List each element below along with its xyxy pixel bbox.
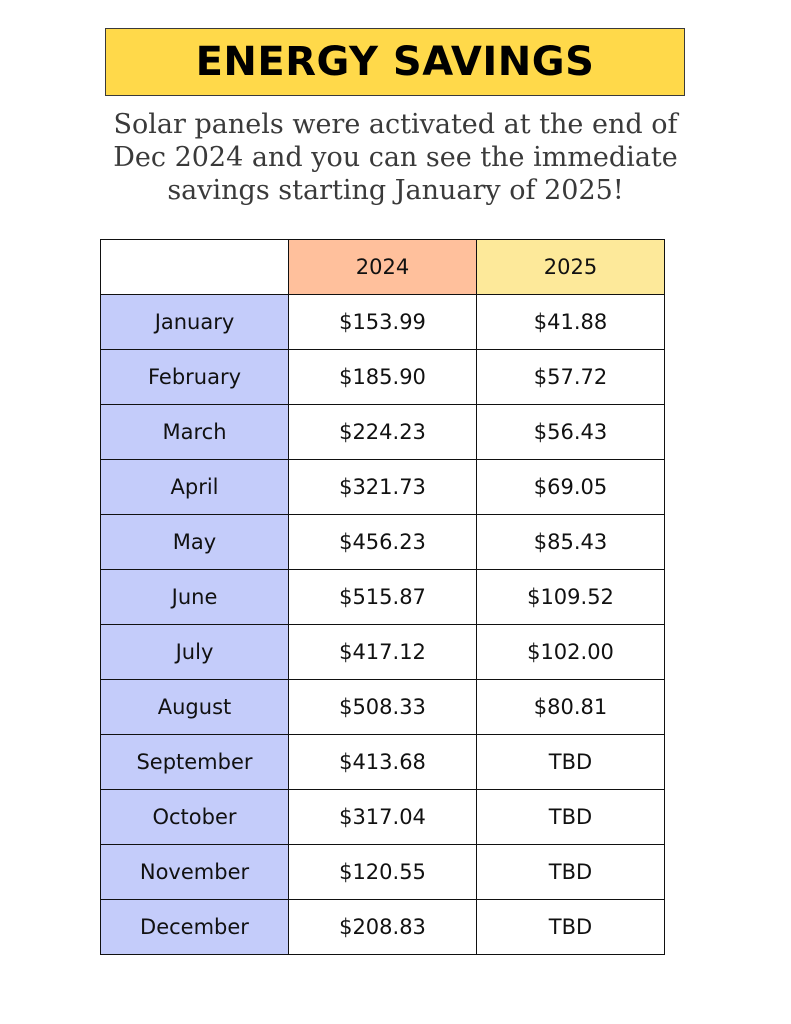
table-row (101, 680, 665, 735)
value-2025-cell: $102.00 (477, 625, 665, 680)
value-2025-cell: $41.88 (477, 295, 665, 350)
value-2024-cell: $224.23 (289, 405, 477, 460)
header-2025: 2025 (477, 240, 665, 295)
month-cell: March (101, 405, 289, 460)
subtitle-line: savings starting January of 2025! (167, 175, 624, 206)
value-2024-cell: $508.33 (289, 680, 477, 735)
table-row (101, 295, 665, 350)
month-cell: May (101, 515, 289, 570)
header-corner-cell (101, 240, 289, 295)
header-2024: 2024 (289, 240, 477, 295)
value-2024-cell: $417.12 (289, 625, 477, 680)
month-cell: August (101, 680, 289, 735)
value-2025-cell: TBD (477, 900, 665, 955)
value-2025-cell: $85.43 (477, 515, 665, 570)
value-2025-cell: TBD (477, 735, 665, 790)
table-row (101, 625, 665, 680)
month-cell: July (101, 625, 289, 680)
value-2024-cell: $413.68 (289, 735, 477, 790)
table-row (101, 350, 665, 405)
month-cell: November (101, 845, 289, 900)
value-2024-cell: $317.04 (289, 790, 477, 845)
table-header-row (101, 240, 665, 295)
table-row (101, 735, 665, 790)
value-2025-cell: TBD (477, 845, 665, 900)
title-banner (105, 28, 685, 96)
value-2025-cell: $109.52 (477, 570, 665, 625)
value-2025-cell: TBD (477, 790, 665, 845)
value-2024-cell: $321.73 (289, 460, 477, 515)
subtitle (40, 108, 751, 207)
value-2024-cell: $185.90 (289, 350, 477, 405)
table-row (101, 845, 665, 900)
table-row (101, 790, 665, 845)
month-cell: September (101, 735, 289, 790)
month-cell: January (101, 295, 289, 350)
table-body (101, 295, 665, 955)
table-row (101, 405, 665, 460)
value-2025-cell: $80.81 (477, 680, 665, 735)
subtitle-line: Solar panels were activated at the end of (113, 109, 678, 140)
page-title: ENERGY SAVINGS (195, 39, 595, 85)
value-2025-cell: $69.05 (477, 460, 665, 515)
month-cell: February (101, 350, 289, 405)
value-2025-cell: $57.72 (477, 350, 665, 405)
value-2024-cell: $120.55 (289, 845, 477, 900)
value-2024-cell: $153.99 (289, 295, 477, 350)
value-2024-cell: $456.23 (289, 515, 477, 570)
month-cell: April (101, 460, 289, 515)
table-row (101, 515, 665, 570)
table-row (101, 900, 665, 955)
savings-table-container (100, 239, 665, 955)
subtitle-line: Dec 2024 and you can see the immediate (113, 142, 678, 173)
table-row (101, 570, 665, 625)
value-2024-cell: $208.83 (289, 900, 477, 955)
month-cell: December (101, 900, 289, 955)
savings-table (100, 239, 665, 955)
table-row (101, 460, 665, 515)
month-cell: October (101, 790, 289, 845)
month-cell: June (101, 570, 289, 625)
value-2025-cell: $56.43 (477, 405, 665, 460)
value-2024-cell: $515.87 (289, 570, 477, 625)
